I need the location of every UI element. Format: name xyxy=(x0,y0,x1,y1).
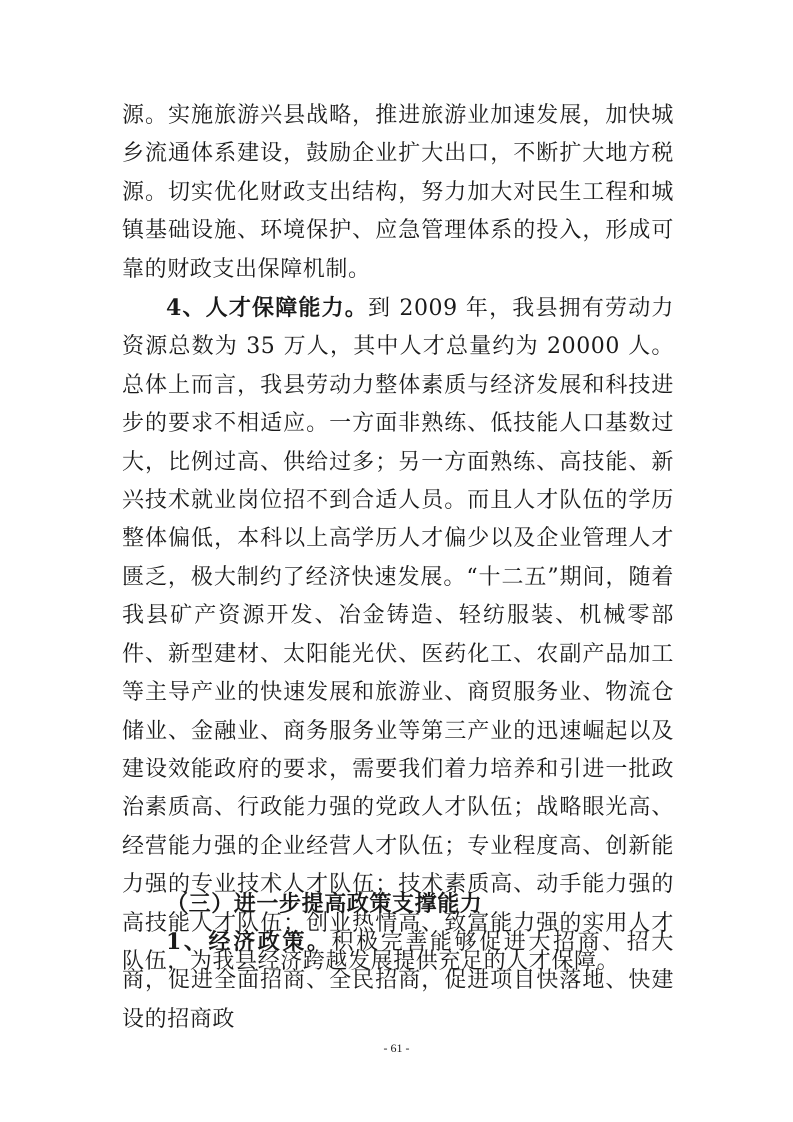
section-heading: （三）进一步提高政策支撑能力 xyxy=(166,891,483,917)
body-text-block xyxy=(122,97,674,981)
economic-policy-body: 积极完善能够促进大招商、招大商，促进全面招商、全民招商，促进项目快落地、快建设的招商政 xyxy=(122,930,674,1032)
paragraph-talent xyxy=(122,289,674,981)
talent-heading: 4、人才保障能力。 xyxy=(166,295,368,322)
paragraph-fiscal: 源。实施旅游兴县战略，推进旅游业加速发展，加快城乡流通体系建设，鼓励企业扩大出口，不断扩大地方税源。切实优化财政支出结构，努力加大对民生工程和城镇基础设施、环境保护、应急管理体系的投入，形成可靠的财政支出保障机制。 xyxy=(122,103,674,282)
paragraph-economic-policy xyxy=(122,923,674,1039)
body-text-block-2 xyxy=(122,923,674,1039)
page-number: - 61 - xyxy=(383,1041,410,1055)
economic-policy-heading: 1、经济政策。 xyxy=(166,929,332,955)
talent-body: 到 2009 年，我县拥有劳动力资源总数为 35 万人，其中人才总量约为 20000 人。总体上而言，我县劳动力整体素质与经济发展和科技进步的要求不相适应。一方面非熟练、低技能人口基数过大，比例过高、供给过多；另一方面熟练、高技能、新兴技术就业岗位招不到合适人员。而且人才队伍的学历整体偏低，本科以上高学历人才偏少以及企业管理人才匮乏，极大制约了经济快速发展。“十二五”期间，随着我县矿产资源开发、冶金铸造、轻纺服装、机械零部件、新型建材、太阳能光伏、医药化工、农副产品加工等主导产业的快速发展和旅游业、商贸服务业、物流仓储业、金融业、商务服务业等第三产业的迅速崛起以及建设效能政府的要求，需要我们着力培养和引进一批政治素质高、行政能力强的党政人才队伍；战略眼光高、经营能力强的企业经营人才队伍；专业程度高、创新能力强的专业技术人才队伍；技术素质高、动手能力强的高技能人才队伍；创业热情高、致富能力强的实用人才队伍，为我县经济跨越发展提供充足的人才保障。 xyxy=(122,296,674,974)
